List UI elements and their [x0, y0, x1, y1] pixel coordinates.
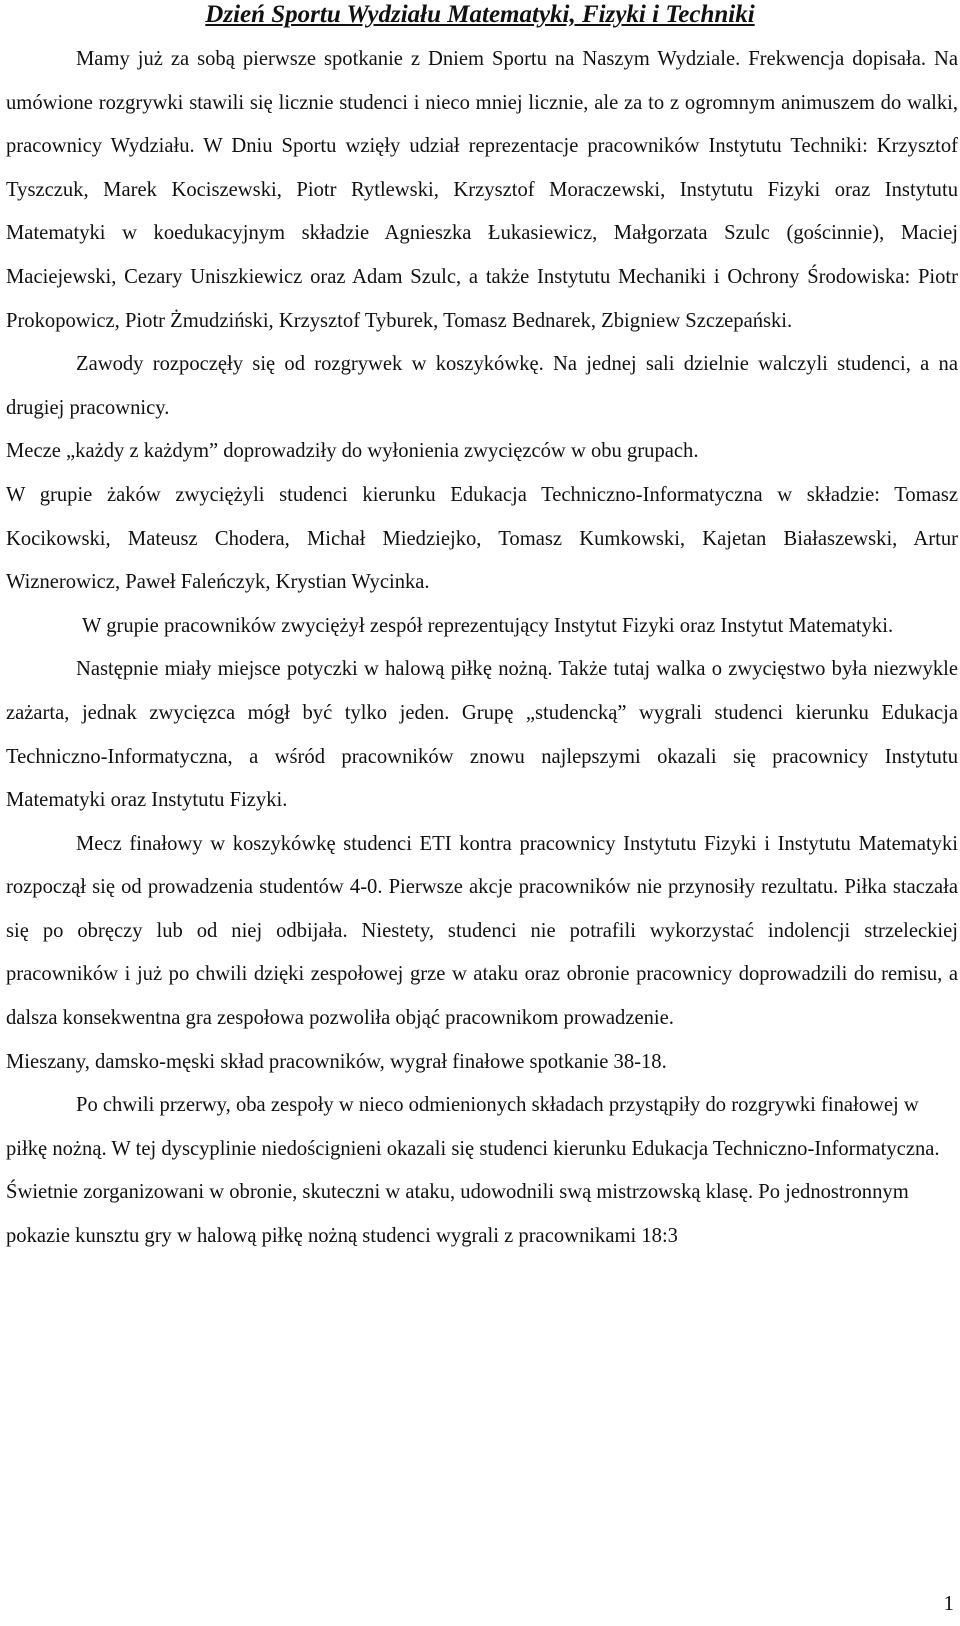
paragraph-final-score: Mieszany, damsko-męski skład pracowników, wygrał finałowe spotkanie 38-18. [6, 1050, 667, 1073]
document-title: Dzień Sportu Wydziału Matematyki, Fizyki i Techniki [205, 1, 755, 28]
paragraph-student-winners: W grupie żaków zwyciężyli studenci kierunku Edukacja Techniczno-Informatyczna w składzie: Tomasz Kocikowski, Mateusz Chodera, Michał Miedziejko, Tomasz Kumkowski, Kajetan Białaszewski, Artur Wiznerowicz, Paweł Faleńczyk, Krystian Wycinka. [6, 483, 958, 594]
paragraph-basketball-start: Zawody rozpoczęły się od rozgrywek w koszykówkę. Na jednej sali dzielnie walczyli studenci, a na drugiej pracownicy. [6, 353, 958, 419]
paragraph-intro: Mamy już za sobą pierwsze spotkanie z Dniem Sportu na Naszym Wydziale. Frekwencja dopisała. Na umówione rozgrywki stawili się licznie studenci i nieco mniej licznie, ale za to z ogromnym animuszem do walki, pracownicy Wydziału. W Dniu Sportu wzięły udział reprezentacje pracowników Instytutu Techniki: Krzysztof Tyszczuk, Marek Kociszewski, Piotr Rytlewski, Krzysztof Moraczewski, Instytutu Fizyki oraz Instytutu Matematyki w koedukacyjnym składzie Agnieszka Łukasiewicz, Małgorzata Szulc (gościnnie), Maciej Maciejewski, Cezary Uniszkiewicz oraz Adam Szulc, a także Instytutu Mechaniki i Ochrony Środowiska: Piotr Prokopowicz, Piotr Żmudziński, Krzysztof Tyburek, Tomasz Bednarek, Zbigniew Szczepański. [6, 48, 958, 332]
paragraph-football: Następnie miały miejsce potyczki w halową piłkę nożną. Także tutaj walka o zwycięstwo była niezwykle zażarta, jednak zwycięzca mógł być tylko jeden. Grupę „studencką” wygrali studenci kierunku Edukacja Techniczno-Informatyczna, a wśród pracowników znowu najlepszymi okazali się pracownicy Instytutu Matematyki oraz Instytutu Fizyki. [6, 658, 958, 812]
paragraph-football-final: Po chwili przerwy, oba zespoły w nieco odmienionych składach przystąpiły do rozgrywki finałowej w piłkę nożną. W tej dyscyplinie niedoścignieni okazali się studenci kierunku Edukacja Techniczno-Informatyczna. Świetnie zorganizowani w obronie, skuteczni w ataku, udowodnili swą mistrzowską klasę. Po jednostronnym pokazie kunsztu gry w halową piłkę nożną studenci wygrali z pracownikami 18:3 [6, 1094, 940, 1248]
paragraph-staff-winners: W grupie pracowników zwyciężył zespół reprezentujący Instytut Fizyki oraz Instytut Matematyki. [82, 614, 894, 637]
document-body [6, 38, 958, 1259]
paragraph-basketball-final: Mecz finałowy w koszykówkę studenci ETI kontra pracownicy Instytutu Fizyki i Instytutu Matematyki rozpoczął się od prowadzenia studentów 4-0. Pierwsze akcje pracowników nie przynosiły rezultatu. Piłka staczała się po obręczy lub od niej odbijała. Niestety, studenci nie potrafili wykorzystać indolencji strzeleckiej pracowników i już po chwili dzięki zespołowej grze w ataku oraz obronie pracownicy doprowadzili do remisu, a dalsza konsekwentna gra zespołowa pozwoliła objąć pracownikom prowadzenie. [6, 832, 958, 1030]
page-number: 1 [943, 1591, 954, 1615]
paragraph-matches: Mecze „każdy z każdym” doprowadziły do wyłonienia zwycięzców w obu grupach. [6, 440, 699, 463]
